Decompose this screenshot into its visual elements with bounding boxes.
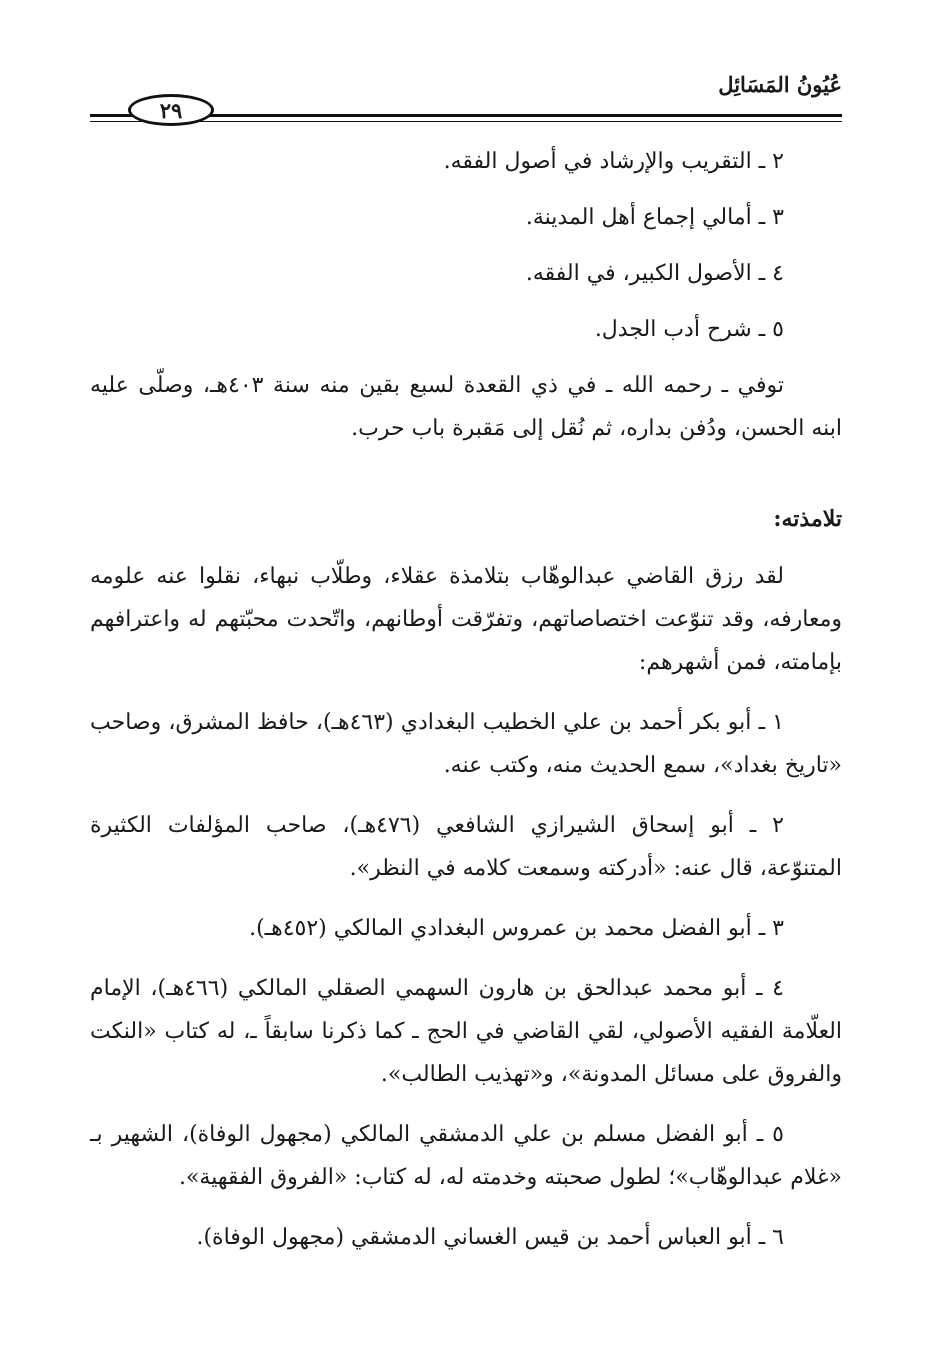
page-body — [90, 140, 842, 1276]
works-list-item: ٣ ـ أمالي إجماع أهل المدينة. — [525, 205, 784, 230]
section-title-students: تلامذته: — [773, 506, 842, 532]
works-list-item: ٢ ـ التقريب والإرشاد في أصول الفقه. — [443, 149, 784, 174]
students-intro: لقد رزق القاضي عبدالوهّاب بتلامذة عقلاء، وطلّاب نبهاء، نقلوا عنه علومه ومعارفه، وقد تنوّعت اختصاصاتهم، وتفرّقت أوطانهم، واتّحدت محبّتهم له واعترافهم بإمامته، فمن أشهرهم: — [90, 564, 842, 675]
page-number: ٢٩ — [159, 97, 183, 123]
student-item: ٣ ـ أبو الفضل محمد بن عمروس البغدادي المالكي (٤٥٢هـ). — [249, 916, 784, 941]
works-list-item: ٥ ـ شرح أدب الجدل. — [594, 317, 784, 342]
death-paragraph: توفي ـ رحمه الله ـ في ذي القعدة لسبع بقين منه سنة ٤٠٣هـ، وصلّى عليه ابنه الحسن، ودُفن بداره، ثم نُقل إلى مَقبرة باب حرب. — [90, 373, 842, 441]
student-item: ٦ ـ أبو العباس أحمد بن قيس الغساني الدمشقي (مجهول الوفاة). — [196, 1225, 784, 1250]
running-title: عُيُونُ المَسَائِل — [718, 72, 842, 97]
student-item: ٢ ـ أبو إسحاق الشيرازي الشافعي (٤٧٦هـ)، صاحب المؤلفات الكثيرة المتنوّعة، قال عنه: «أدركته وسمعت كلامه في النظر». — [90, 813, 842, 881]
page-number-oval — [128, 94, 214, 126]
student-item: ١ ـ أبو بكر أحمد بن علي الخطيب البغدادي (٤٦٣هـ)، حافظ المشرق، وصاحب «تاريخ بغداد»، سمع الحديث منه، وكتب عنه. — [90, 710, 842, 778]
page-header — [90, 70, 842, 130]
student-item: ٤ ـ أبو محمد عبدالحق بن هارون السهمي الصقلي المالكي (٤٦٦هـ)، الإمام العلّامة الفقيه الأصولي، لقي القاضي في الحج ـ كما ذكرنا سابقاً ـ، له كتاب «النكت والفروق على مسائل المدونة»، و«تهذيب الطالب». — [90, 976, 842, 1087]
works-list-item: ٤ ـ الأصول الكبير، في الفقه. — [525, 261, 784, 286]
header-rule-thin — [90, 121, 842, 122]
student-item: ٥ ـ أبو الفضل مسلم بن علي الدمشقي المالكي (مجهول الوفاة)، الشهير بـ «غلام عبدالوهّاب»؛ لطول صحبته وخدمته له، له كتاب: «الفروق الفقهية». — [90, 1122, 842, 1190]
